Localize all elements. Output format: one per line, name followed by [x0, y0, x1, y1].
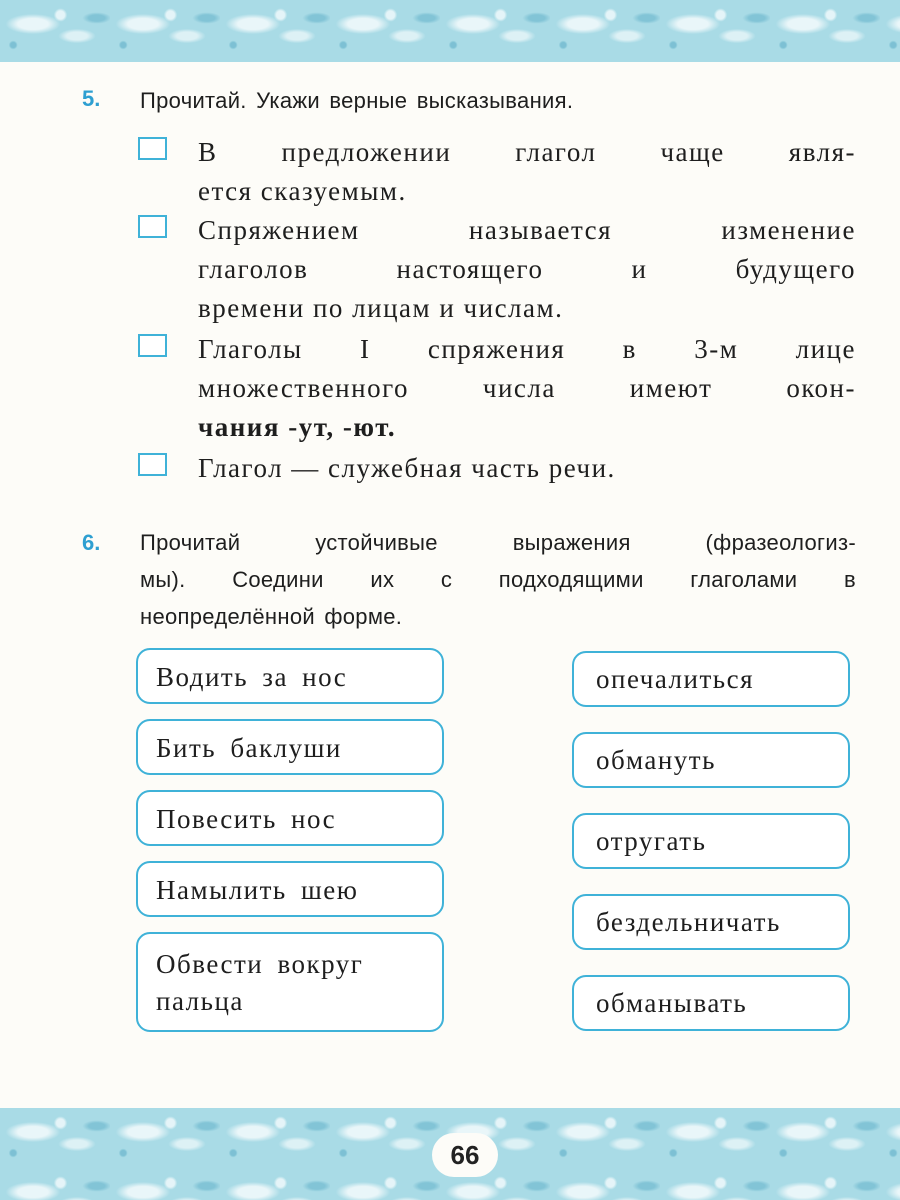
instruction-line: Прочитай устойчивые выражения (фразеологиз- [140, 530, 856, 555]
option-line: Глаголы I спряжения в 3-м лице [198, 334, 856, 364]
idiom-box[interactable] [136, 648, 444, 704]
option-line: множественного числа имеют окон- [198, 373, 856, 403]
verb-text: бездельничать [596, 907, 781, 937]
verb-text: обмануть [596, 745, 716, 775]
task-6-number: 6. [82, 530, 101, 555]
option-line: чания -ут, -ют. [198, 412, 397, 442]
idiom-text: пальца [156, 986, 244, 1016]
idiom-text: Обвести вокруг [156, 949, 364, 979]
task-5-option-2[interactable] [138, 211, 856, 328]
task-6-instruction [140, 524, 856, 635]
checkbox[interactable] [138, 453, 167, 476]
idiom-text: Бить баклуши [156, 733, 342, 763]
checkbox[interactable] [138, 137, 167, 160]
page-number: 66 [432, 1133, 498, 1177]
checkbox[interactable] [138, 215, 167, 238]
task-5-option-4[interactable] [138, 449, 856, 488]
task-5-instruction: Прочитай. Укажи верные высказывания. [140, 88, 574, 113]
option-line: времени по лицам и числам. [198, 293, 564, 323]
option-line: глаголов настоящего и будущего [198, 254, 856, 284]
idiom-text: Водить за нос [156, 662, 348, 692]
instruction-line: мы). Соедини их с подходящими глаголами в [140, 567, 856, 592]
verb-box[interactable] [572, 894, 850, 950]
verb-text: отругать [596, 826, 707, 856]
verb-text: обманывать [596, 988, 748, 1018]
task-5-option-3[interactable] [138, 330, 856, 447]
checkbox[interactable] [138, 334, 167, 357]
verb-box[interactable] [572, 975, 850, 1031]
task-5-number: 5. [82, 86, 101, 111]
verb-box[interactable] [572, 813, 850, 869]
instruction-line: неопределённой форме. [140, 604, 403, 629]
option-line: ется сказуемым. [198, 176, 407, 206]
idiom-text: Повесить нос [156, 804, 337, 834]
task-5-option-1[interactable] [138, 133, 856, 211]
option-line: В предложении глагол чаще явля- [198, 137, 856, 167]
option-line: Спряжением называется изменение [198, 215, 856, 245]
top-ornament-border [0, 0, 900, 62]
verb-box[interactable] [572, 732, 850, 788]
verb-text: опечалиться [596, 664, 754, 694]
option-line: Глагол — служебная часть речи. [198, 453, 616, 483]
verb-box[interactable] [572, 651, 850, 707]
idiom-box[interactable] [136, 861, 444, 917]
idiom-text: Намылить шею [156, 875, 359, 905]
idiom-box[interactable] [136, 790, 444, 846]
idiom-box[interactable] [136, 719, 444, 775]
idiom-box[interactable] [136, 932, 444, 1032]
